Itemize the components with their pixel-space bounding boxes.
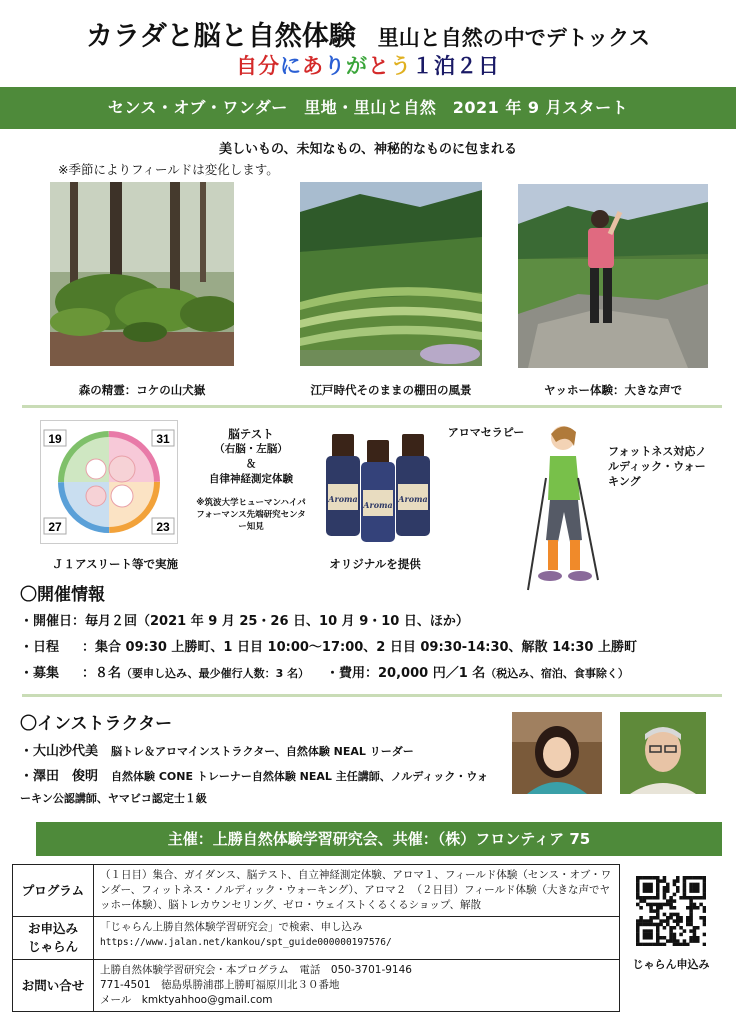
aroma-bottle-label: Aroma — [363, 500, 393, 510]
qr-code[interactable] — [636, 876, 706, 946]
title-line2-char: う — [390, 54, 412, 78]
contact-phone: 上勝自然体験学習研究会・本プログラム 電話 050-3701-9146 — [100, 964, 412, 976]
title-line2 — [0, 50, 736, 80]
nordic-walker-illustration — [508, 420, 608, 600]
nordic-walking-label: フォットネス対応ノルディック・ウォーキング — [608, 445, 707, 488]
title-sub: 里山と自然の中でデトックス — [377, 26, 650, 50]
title-line2-char: に — [280, 54, 302, 78]
info-schedule — [20, 636, 720, 655]
info-fee — [326, 662, 629, 681]
instructor-name: ・澤田 俊明 — [20, 769, 99, 784]
banner: センス・オブ・ワンダー 里地・里山と自然 2021 年 9 月スタート — [0, 87, 736, 129]
photo-caption-3: ヤッホー体験：大きな声で — [544, 383, 682, 397]
divider — [22, 694, 722, 697]
aroma-bottles — [322, 432, 434, 544]
brain-test-ans: 自律神経測定体験 — [209, 473, 293, 485]
brain-test-title: 脳テスト — [228, 427, 274, 441]
table-row — [13, 917, 620, 960]
info-recruit-label: ・募集 — [20, 666, 60, 681]
chart-value-tl: 19 — [48, 432, 62, 446]
divider — [22, 405, 722, 408]
instructor-1 — [20, 740, 500, 759]
info-recruit-note: （要申し込み、最少催行人数：3 名） — [121, 667, 310, 680]
table-row — [13, 865, 620, 917]
info-date-label: ・開催日： — [20, 614, 86, 629]
apply-header-line1: お申込み — [27, 921, 78, 936]
brain-test-chart — [40, 420, 178, 544]
info-date-value: 毎月２回（2021 年 9 月 25・26 日、10 月 9・10 日、ほか） — [85, 614, 469, 629]
title-line2-char: 分 — [258, 54, 280, 78]
title-line2-char: り — [324, 54, 346, 78]
brain-test-amp: ＆ — [245, 458, 257, 470]
brain-test-label — [196, 427, 306, 487]
tagline: 美しいもの、未知なもの、神秘的なものに包まれる — [219, 142, 517, 157]
qr-caption: じゃらん申込み — [632, 958, 710, 971]
aroma-bottle-label-right: Aroma — [398, 494, 428, 504]
brain-test-paren: （右脳・左脳） — [214, 443, 288, 455]
contact-email: メール kmktyahhoo@gmail.com — [100, 994, 273, 1006]
apply-url-link[interactable]: https://www.jalan.net/kankou/spt_guide000000197576/ — [100, 937, 392, 948]
title-main: カラダと脳と自然体験 — [86, 21, 356, 52]
info-fee-label: ・費用：20,000 円／1 名 — [326, 666, 486, 681]
info-recruit-value: ：８名 — [82, 666, 122, 681]
instructor-heading: 〇インストラクター — [20, 714, 173, 734]
chart-value-tr: 31 — [156, 432, 170, 446]
title-line2-char: と — [368, 54, 390, 78]
page-title — [0, 14, 736, 53]
season-note: ※季節によりフィールドは変化します。 — [58, 162, 279, 177]
apply-header-line2: じゃらん — [27, 939, 78, 954]
program-header: プログラム — [13, 865, 94, 917]
info-recruit — [20, 662, 309, 681]
info-heading: 〇開催情報 — [20, 585, 105, 605]
program-detail: （１日目）集合、ガイダンス、脳テスト、自立神経測定体験、アロマ１、フィールド体験（センス・オブ・ワンダー、フィットネス・ノルディック・ウォーキング）、アロマ２ （２日目）フィールド体験（大きな声でヤッホー体験）、脳トレカウンセリング、ゼロ・ウェイストくるくるショップ、解散 — [94, 865, 620, 917]
apply-instruction: 「じゃらん上勝自然体験学習研究会」で検索、申し込み — [100, 921, 363, 933]
title-line2-char: １泊２日 — [412, 54, 500, 78]
brain-test-note: ※筑波大学ヒューマンハイパフォーマンス先端研究センター知見 — [196, 498, 306, 532]
instructor-name: ・大山沙代美 — [20, 744, 99, 759]
photo-yahoo-rock — [518, 184, 708, 368]
avatar — [620, 712, 706, 794]
instructor-desc: 自然体験 CONE トレーナー自然体験 NEAL 主任講師、ノルディック・ウォーキン公認講師、ヤマビコ認定士１級 — [20, 770, 488, 805]
photo-caption-1: 森の精霊：コケの山犬嶽 — [78, 383, 206, 397]
title-line2-char: 自 — [236, 54, 258, 78]
photo-caption-2: 江戸時代そのままの棚田の風景 — [310, 383, 472, 397]
apply-header — [13, 917, 94, 960]
aroma-title: アロマセラピー — [447, 426, 525, 439]
organizer-banner: 主催：上勝自然体験学習研究会、共催：（株）フロンティア 75 — [36, 822, 722, 856]
photo-moss-forest — [50, 182, 234, 366]
info-schedule-value: ：集合 09:30 上勝町、1 日目 10:00～17:00、2 日目 09:30-14:30、解散 14:30 上勝町 — [82, 640, 637, 655]
avatar — [512, 712, 602, 794]
aroma-bottle-label-left: Aroma — [328, 494, 358, 504]
aroma-caption: オリジナルを提供 — [329, 557, 421, 571]
chart-value-bl: 27 — [48, 520, 62, 534]
title-line2-char: が — [346, 54, 368, 78]
brain-test-caption: Ｊ１アスリート等で実施 — [51, 557, 179, 571]
program-table — [12, 864, 620, 1012]
contact-detail — [94, 960, 620, 1012]
apply-detail — [94, 917, 620, 960]
info-fee-note: （税込み、宿泊、食事除く） — [485, 667, 629, 680]
title-line2-char: あ — [302, 54, 324, 78]
photo-rice-terraces — [300, 182, 482, 366]
instructor-2 — [20, 766, 490, 810]
contact-address: 771-4501 徳島県勝浦郡上勝町福原川北３０番地 — [100, 979, 340, 991]
table-row — [13, 960, 620, 1012]
contact-header: お問い合せ — [13, 960, 94, 1012]
info-schedule-label: ・日程 — [20, 640, 60, 655]
info-date — [20, 610, 469, 629]
instructor-desc: 脳トレ＆アロマインストラクター、自然体験 NEAL リーダー — [111, 745, 414, 758]
chart-value-br: 23 — [156, 520, 170, 534]
